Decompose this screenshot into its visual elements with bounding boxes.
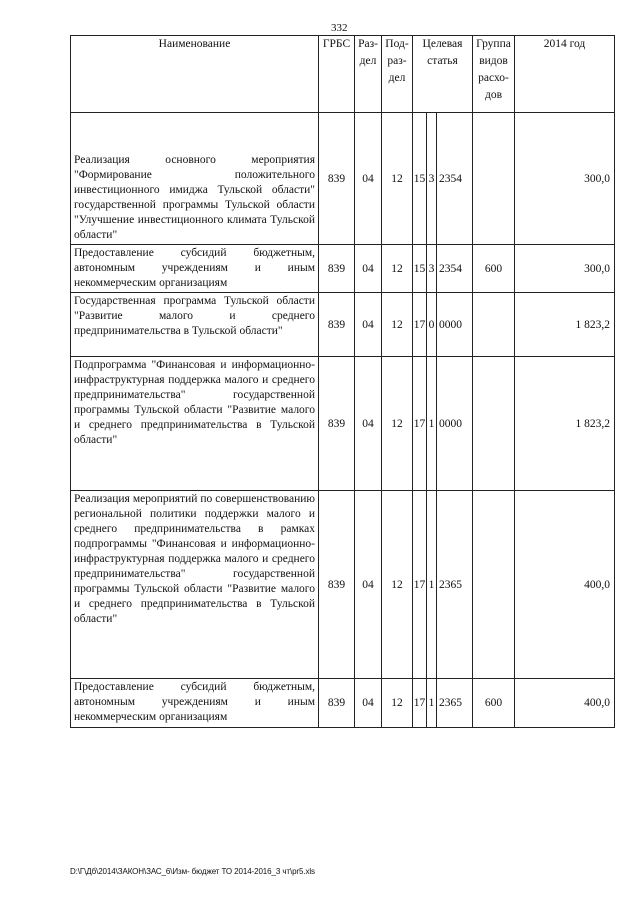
- row-name: Предоставление субсидий бюджетным, автономным учреждениям и иным некоммерческим организациям: [71, 245, 319, 293]
- header-name: Наименование: [71, 36, 319, 113]
- row-amount-2014: 400,0: [515, 491, 615, 679]
- row-razdel: 04: [355, 357, 382, 491]
- row-podrazdel: 12: [382, 491, 413, 679]
- row-podrazdel: 12: [382, 357, 413, 491]
- table-row: [71, 245, 615, 293]
- row-razdel: 04: [355, 245, 382, 293]
- row-target-subprogram: 0: [427, 293, 437, 357]
- row-podrazdel: 12: [382, 113, 413, 245]
- row-name: Государственная программа Тульской области "Развитие малого и среднего предпринимательства в Тульской области": [71, 293, 319, 357]
- row-amount-2014: 300,0: [515, 245, 615, 293]
- row-target-subprogram: 1: [427, 491, 437, 679]
- header-target-article: Целевая статья: [413, 36, 473, 113]
- row-grbs: 839: [319, 113, 355, 245]
- row-target-code: 0000: [437, 293, 473, 357]
- row-podrazdel: 12: [382, 245, 413, 293]
- header-podrazdel: Под- раз- дел: [382, 36, 413, 113]
- header-grbs: ГРБС: [319, 36, 355, 113]
- row-name: Реализация мероприятий по совершенствованию региональной политики поддержки малого и среднего предпринимательства в рамках подпрограммы "Финансовая и информационно-инфраструктурная поддержка малого и среднего предпринимательства" государственной программы Тульской области "Развитие малого и среднего предпринимательства в Тульской области": [71, 491, 319, 679]
- row-amount-2014: 300,0: [515, 113, 615, 245]
- row-target-program: 15: [413, 245, 427, 293]
- row-razdel: 04: [355, 679, 382, 728]
- row-target-subprogram: 1: [427, 357, 437, 491]
- row-target-code: 2354: [437, 113, 473, 245]
- row-amount-2014: 1 823,2: [515, 357, 615, 491]
- row-amount-2014: 1 823,2: [515, 293, 615, 357]
- row-expense-group: 600: [473, 679, 515, 728]
- row-podrazdel: 12: [382, 679, 413, 728]
- row-target-program: 15: [413, 113, 427, 245]
- table-row: [71, 293, 615, 357]
- row-podrazdel: 12: [382, 293, 413, 357]
- row-name: Предоставление субсидий бюджетным, автономным учреждениям и иным некоммерческим организациям: [71, 679, 319, 728]
- row-target-subprogram: 1: [427, 679, 437, 728]
- row-name: Реализация основного мероприятия "Формирование положительного инвестиционного имиджа Тульской области" государственной программы Тульской области "Улучшение инвестиционного климата Тульской области": [71, 113, 319, 245]
- row-razdel: 04: [355, 491, 382, 679]
- table-row: [71, 679, 615, 728]
- row-grbs: 839: [319, 679, 355, 728]
- row-razdel: 04: [355, 293, 382, 357]
- row-expense-group: [473, 293, 515, 357]
- header-row: [71, 36, 615, 113]
- row-target-code: 2354: [437, 245, 473, 293]
- row-grbs: 839: [319, 491, 355, 679]
- row-expense-group: [473, 491, 515, 679]
- table-row: [71, 357, 615, 491]
- row-expense-group: [473, 357, 515, 491]
- row-razdel: 04: [355, 113, 382, 245]
- row-target-code: 2365: [437, 679, 473, 728]
- budget-table: [70, 35, 615, 728]
- header-year-2014: 2014 год: [515, 36, 615, 113]
- row-expense-group: [473, 113, 515, 245]
- row-target-subprogram: 3: [427, 113, 437, 245]
- file-path-footer: D:\Г\Дб\2014\ЗАКОН\ЗАС_6\Изм- бюджет ТО 2014-2016_3 чт\pr5.xls: [70, 867, 315, 876]
- table-row: [71, 491, 615, 679]
- row-grbs: 839: [319, 245, 355, 293]
- row-target-subprogram: 3: [427, 245, 437, 293]
- row-grbs: 839: [319, 357, 355, 491]
- row-grbs: 839: [319, 293, 355, 357]
- row-target-program: 17: [413, 491, 427, 679]
- row-amount-2014: 400,0: [515, 679, 615, 728]
- row-target-program: 17: [413, 293, 427, 357]
- row-target-program: 17: [413, 357, 427, 491]
- page-number: 332: [331, 22, 348, 34]
- row-expense-group: 600: [473, 245, 515, 293]
- row-name: Подпрограмма "Финансовая и информационно-инфраструктурная поддержка малого и среднего предпринимательства" государственной программы Тульской области "Развитие малого и среднего предпринимательства в Тульской области": [71, 357, 319, 491]
- header-razdel: Раз- дел: [355, 36, 382, 113]
- row-target-code: 0000: [437, 357, 473, 491]
- header-expense-group: Группа видов расхо- дов: [473, 36, 515, 113]
- row-target-code: 2365: [437, 491, 473, 679]
- table-row: [71, 113, 615, 245]
- row-target-program: 17: [413, 679, 427, 728]
